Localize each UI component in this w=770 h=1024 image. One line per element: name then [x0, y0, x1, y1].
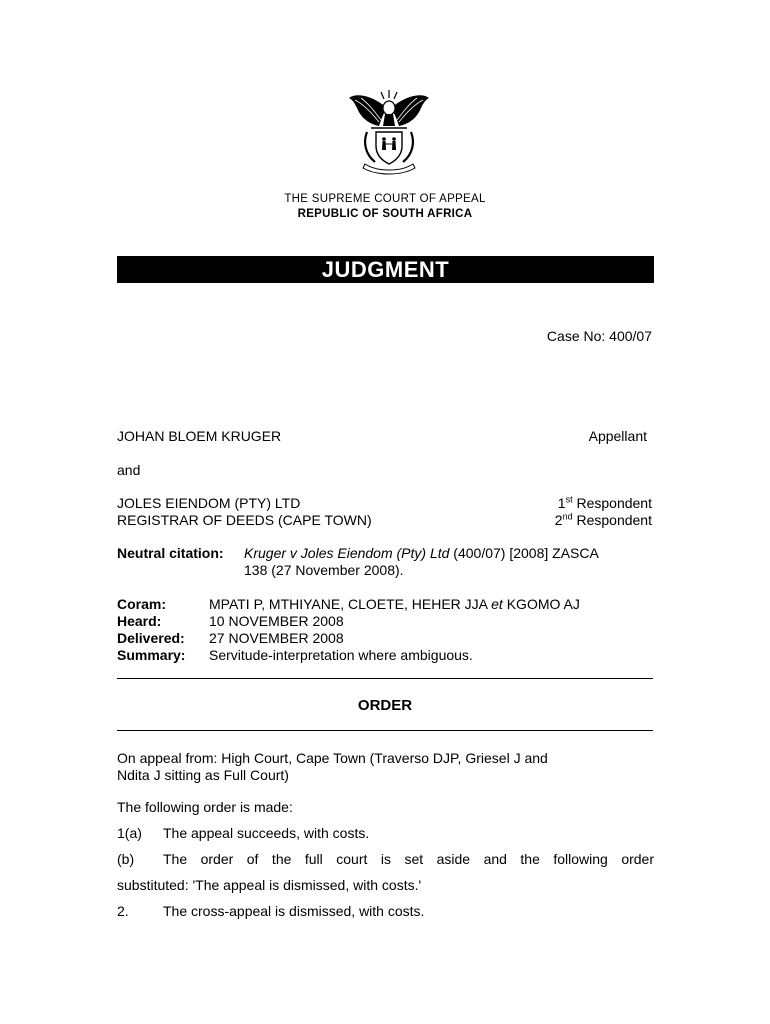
respondent1-role-text: Respondent — [572, 495, 652, 511]
coram-value — [209, 596, 580, 612]
respondent1-sup: st — [565, 494, 573, 505]
divider-top — [117, 678, 653, 679]
coram-label: Coram: — [117, 596, 167, 612]
appellant-role: Appellant — [588, 428, 647, 444]
order-item-2-num: 2. — [117, 903, 129, 919]
neutral-citation-value — [244, 545, 664, 579]
summary-label: Summary: — [117, 647, 186, 663]
order-intro: The following order is made: — [117, 799, 293, 815]
appeal-from-line2: Ndita J sitting as Full Court) — [117, 767, 289, 783]
heard-value: 10 NOVEMBER 2008 — [209, 613, 344, 629]
respondent2-role-text: Respondent — [572, 512, 652, 528]
respondent2-ordinal: 2 — [554, 512, 563, 528]
appellant-name: JOHAN BLOEM KRUGER — [117, 428, 282, 444]
citation-ref-cont: 138 (27 November 2008). — [244, 562, 404, 578]
order-item-1a-num: 1(a) — [117, 825, 142, 841]
order-item-1b — [117, 851, 654, 868]
respondent2-name: REGISTRAR OF DEEDS (CAPE TOWN) — [117, 512, 372, 528]
heard-label: Heard: — [117, 613, 162, 629]
order-item-1b-num: (b) — [117, 851, 135, 867]
summary-value: Servitude-interpretation where ambiguous. — [209, 647, 473, 663]
respondent1-name: JOLES EIENDOM (PTY) LTD — [117, 495, 301, 511]
court-name: THE SUPREME COURT OF APPEAL — [284, 193, 486, 205]
divider-bottom — [117, 730, 653, 731]
coram-et: et — [491, 596, 503, 612]
respondent1-ordinal: 1 — [557, 495, 566, 511]
order-item-2 — [117, 903, 654, 920]
country-name: REPUBLIC OF SOUTH AFRICA — [297, 208, 473, 220]
order-item-1a-text: The appeal succeeds, with costs. — [163, 825, 370, 841]
judgment-banner: JUDGMENT — [117, 256, 654, 283]
appeal-from — [117, 750, 654, 784]
order-item-1b-text: The order of the full court is set aside and the following order — [163, 851, 654, 867]
respondent2-role — [555, 512, 652, 528]
citation-case-name: Kruger v Joles Eiendom (Pty) Ltd — [244, 545, 450, 561]
delivered-value: 27 NOVEMBER 2008 — [209, 630, 344, 646]
coram-judges: MPATI P, MTHIYANE, CLOETE, HEHER JJA — [209, 596, 492, 612]
case-number: Case No: 400/07 — [546, 328, 652, 344]
citation-ref: (400/07) [2008] ZASCA — [449, 545, 599, 561]
respondent1-role — [558, 495, 652, 511]
respondent2-sup: nd — [562, 511, 573, 522]
coram-acting-judge: KGOMO AJ — [502, 596, 580, 612]
neutral-citation-label: Neutral citation: — [117, 545, 224, 561]
delivered-label: Delivered: — [117, 630, 185, 646]
order-heading: ORDER — [357, 697, 413, 714]
order-item-1b-cont: substituted: 'The appeal is dismissed, with costs.' — [117, 877, 422, 893]
order-item-1a — [117, 825, 654, 842]
coat-of-arms-crest — [343, 86, 435, 176]
conjunction-and: and — [117, 462, 141, 478]
appeal-from-line1: On appeal from: High Court, Cape Town (Traverso DJP, Griesel J and — [117, 750, 548, 766]
order-item-2-text: The cross-appeal is dismissed, with costs. — [163, 903, 425, 919]
